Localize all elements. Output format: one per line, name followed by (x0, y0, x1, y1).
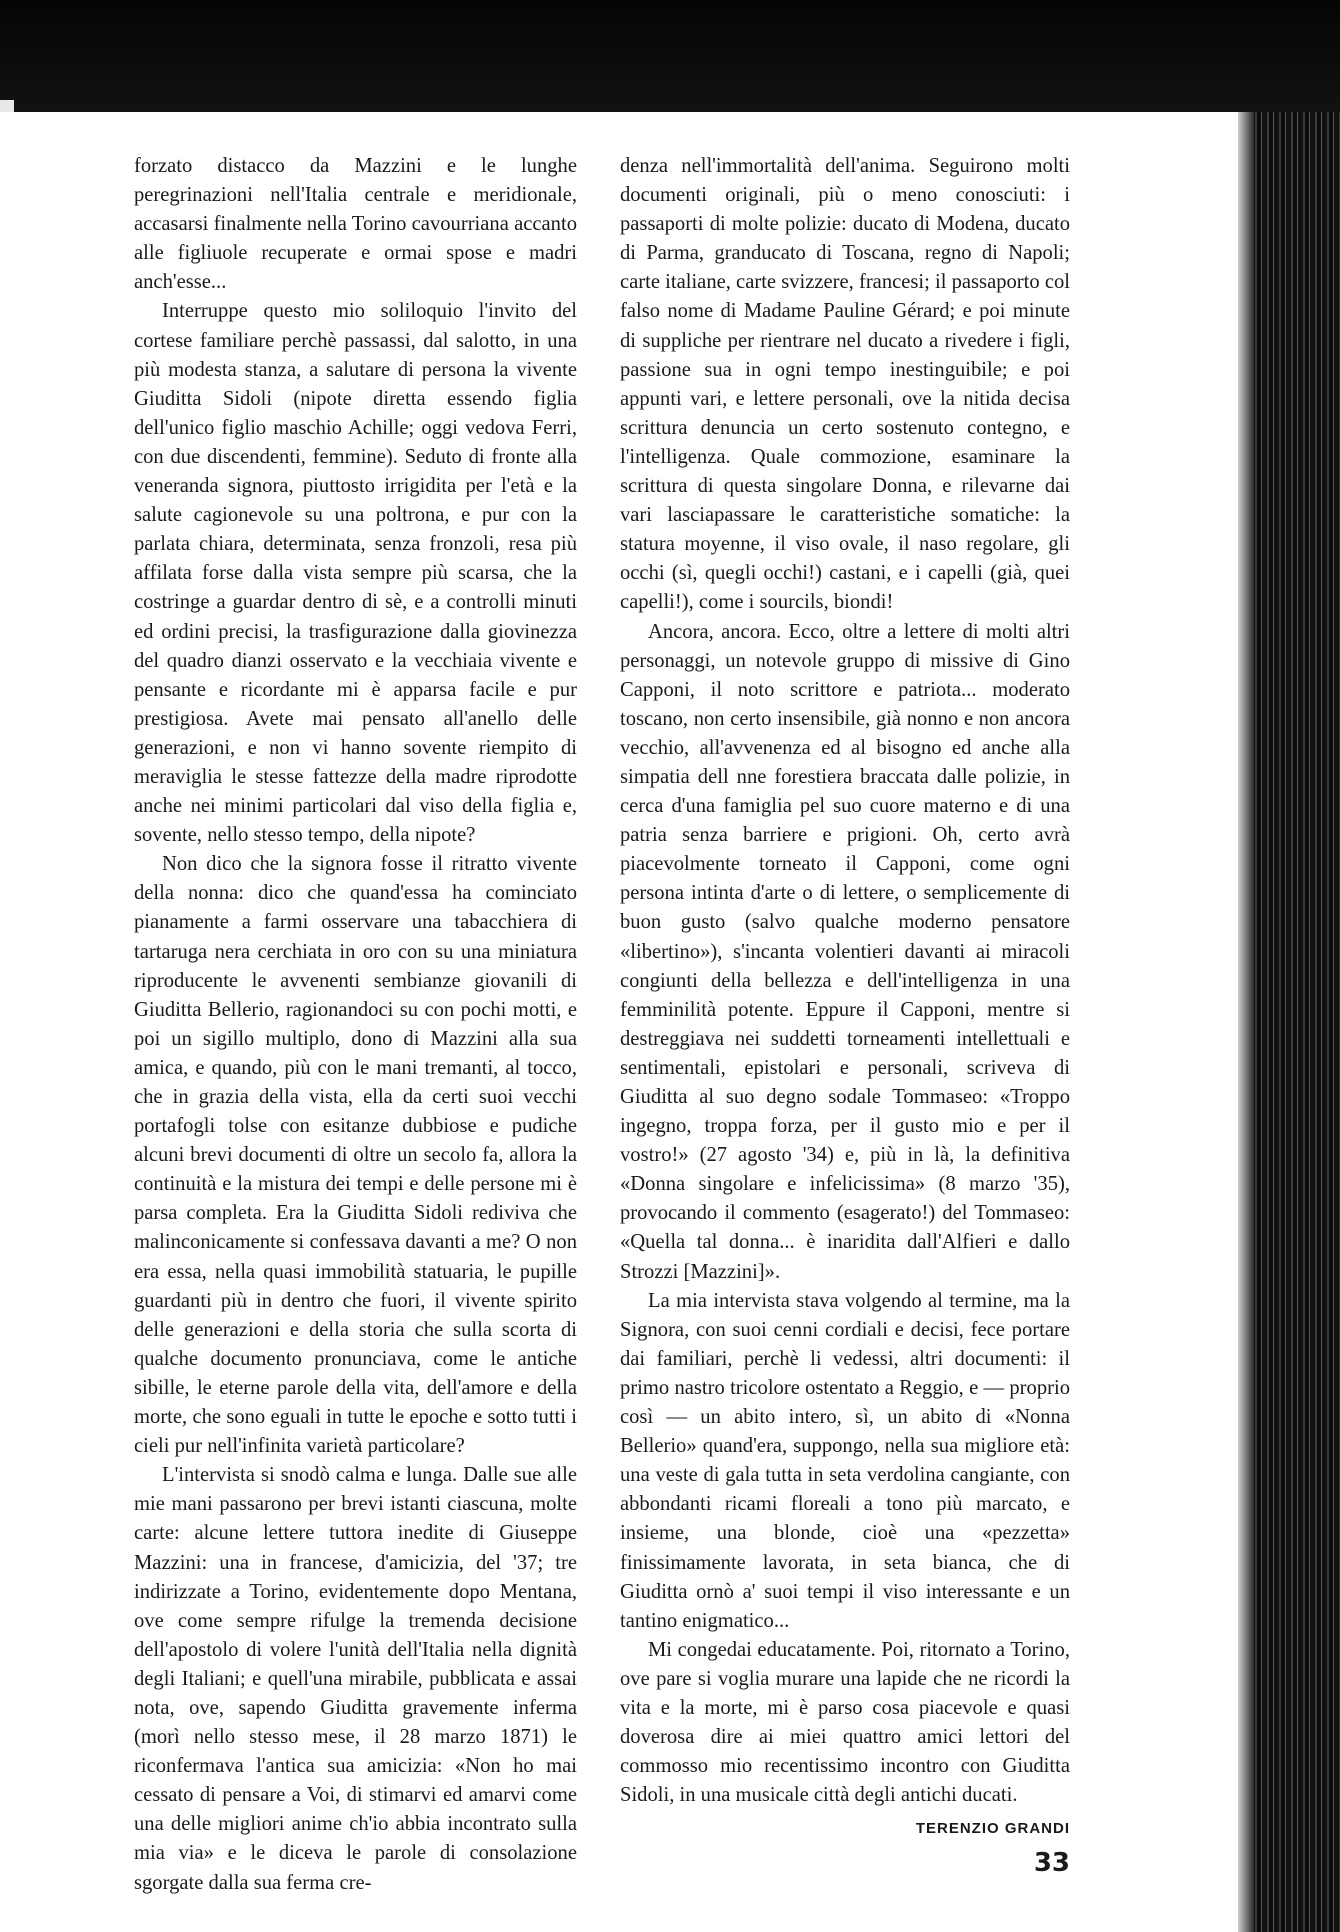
paragraph: Interruppe questo mio soliloquio l'invito del cortese familiare perchè passassi, dal salotto, in una più modesta stanza, a salutare di persona la vivente Giuditta Sidoli (nipote diretta essendo figlia dell'unico figlio maschio Achille; oggi vedova Ferri, con due discendenti, femmine). Seduto di fronte alla veneranda signora, piuttosto irrigidita per l'età e la salute cagionevole su una poltrona, e pur con la parlata chiara, determinata, senza fronzoli, resa più affilata forse dalla vista sempre più scarsa, che la costringe a guardar dentro di sè, e a controlli minuti ed ordini precisi, la trasfigurazione dalla giovinezza del quadro dianzi osservato e la vecchiaia vivente e pensante e ricordante mi è apparsa facile e pur prestigiosa. Avete mai pensato all'anello delle generazioni, e non vi hanno sovente riempito di meraviglia le stesse fattezze della madre riprodotte anche nei minimi particolari dal viso della figlia e, sovente, nello stesso tempo, della nipote? (134, 300, 577, 847)
paragraph-continuation: denza nell'immortalità dell'anima. Seguirono molti documenti originali, più o meno conosciuti: i passaporti di molte polizie: ducato di Modena, ducato di Parma, granducato di Toscana, regno di Napoli; carte italiane, carte svizzere, francesi; il passaporto col falso nome di Madame Pauline Gérard; e poi minute di suppliche per rientrare nel ducato a rivedere i figli, passione sua in ogni tempo inestinguibile; e poi appunti vari, e lettere personali, ove la nitida decisa scrittura denuncia un certo sostenuto contegno, e l'intelligenza. Quale commozione, esaminare la scrittura di questa singolare Donna, e rilevarne dai vari lasciapassare le caratteristiche somatiche: la statura moyenne, il viso ovale, il naso regolare, gli occhi (sì, quegli occhi!) castani, e i capelli (già, quei capelli!), come i sourcils, biondi! (620, 155, 1070, 614)
paragraph: La mia intervista stava volgendo al termine, ma la Signora, con suoi cenni cordiali e decisi, fece portare dai familiari, perchè li vedessi, altri documenti: il primo nastro tricolore ostentato a Reggio, e — proprio così — un abito intero, sì, un abito di «Nonna Bellerio» quand'era, suppongo, nella sua migliore età: una veste di gala tutta in seta verdolina cangiante, con abbondanti ricami floreali a tono più marcato, e insieme, una blonde, cioè una «pezzetta» finissimamente lavorata, in seta bianca, che di Giuditta ornò a' suoi tempi il viso interessante e un tantino enigmatico... (620, 1289, 1070, 1632)
paragraph: Mi congedai educatamente. Poi, ritornato a Torino, ove pare si voglia murare una lapide che ne ricordi la vita e la morte, mi è parso cosa piacevole e quasi doverosa dire ai miei quattro amici lettori del commosso mio recentissimo incontro con Giuditta Sidoli, in una musicale città degli antichi ducati. (620, 1638, 1070, 1807)
paragraph: L'intervista si snodò calma e lunga. Dalle sue alle mie mani passarono per brevi istanti ciascuna, molte carte: alcune lettere tuttora inedite di Giuseppe Mazzini: una in francese, d'amicizia, del '37; tre indirizzate a Torino, evidentemente dopo Mentana, ove come sempre rifulge la tremenda decisione dell'apostolo di volere l'unità dell'Italia nella dignità degli Italiani; e quell'una mirabile, pubblicata e assai nota, ove, sapendo Giuditta gravemente inferma (morì nello stesso mese, il 28 marzo 1871) le riconfermava l'antica sua amicizia: «Non ho mai cessato di pensare a Voi, di stimarvi ed amarvi come una delle migliori anime ch'io abbia incontrato sulla mia via» e le diceva le parole di consolazione sgorgate dalla sua ferma cre- (134, 1464, 577, 1894)
author-signature: TERENZIO GRANDI (915, 1820, 1070, 1838)
paragraph: Non dico che la signora fosse il ritratto vivente della nonna: dico che quand'essa ha cominciato pianamente a farmi osservare una tabacchiera di tartaruga nera cerchiata in oro con su una miniatura riproducente le avvenenti sembianze giovanili di Giuditta Bellerio, ragionandoci su con pochi motti, e poi un sigillo multiplo, dono di Mazzini alla sua amica, e quando, più con le mani tremanti, al tocco, che in grazia della vista, ella da certi suoi vecchi portafogli tolse con esitanze dubbiose e pudiche alcuni brevi documenti di oltre un secolo fa, allora la continuità e la mistura dei tempi e delle persone mi è parsa completa. Era la Giuditta Sidoli rediviva che malinconicamente si confessava davanti a me? O non era essa, nella quasi immobilità statuaria, le pupille guardanti più in dentro che fuori, il vivente spirito delle generazioni e della storia che sulla scorta di qualche documento pronunciava, come le antiche sibille, le eterne parole della vita, dell'amore e della morte, che sono eguali in tutte le epoche e sotto tutti i cieli pur nell'infinita varietà particolare? (134, 853, 577, 1458)
paragraph: Ancora, ancora. Ecco, oltre a lettere di molti altri personaggi, un notevole gruppo di missive di Gino Capponi, il noto scrittore e patriota... moderato toscano, non certo insensibile, già nonno e non ancora vecchio, all'avvenenza ed al bisogno ed anche alla simpatia dell nne forestiera braccata dalle polizie, in cerca d'una famiglia pel suo cuore materno e di una patria senza barriere e prigioni. Oh, certo avrà piacevolmente torneato il Capponi, come ogni persona intinta d'arte o di lettere, o semplicemente di buon gusto (salvo qualche moderno pensatore «libertino»), s'incanta volentieri davanti ai miracoli congiunti della bellezza e dell'intelligenza in una femminilità potente. Eppure il Capponi, mentre si destreggiava nei suddetti torneamenti intellettuali e sentimentali, epistolari e personali, scriveva di Giuditta al suo degno sodale Tommaseo: «Troppo ingegno, troppa forza, per il gusto mio e per il vostro!» (27 agosto '34) e, più in là, la definitiva «Donna singolare e infelicissima» (8 marzo '35), provocando il commento (esagerato!) del Tommaseo: «Quella tal donna... è inaridita dall'Alfieri e dallo Strozzi [Mazzini]». (620, 620, 1070, 1283)
book-edge-shadow (1238, 112, 1254, 1932)
left-column (134, 152, 577, 1898)
book-edge (1238, 112, 1340, 1932)
top-scan-border (0, 0, 1340, 112)
right-column (620, 152, 1070, 1843)
page (14, 112, 1238, 1932)
page-number: 33 (1033, 1848, 1070, 1878)
scan-corner-gap (0, 100, 14, 112)
paragraph-continuation: forzato distacco da Mazzini e le lunghe peregrinazioni nell'Italia centrale e meridionale, accasarsi finalmente nella Torino cavourriana accanto alle figliuole recuperate e ormai spose e madri anch'esse... (134, 155, 577, 294)
